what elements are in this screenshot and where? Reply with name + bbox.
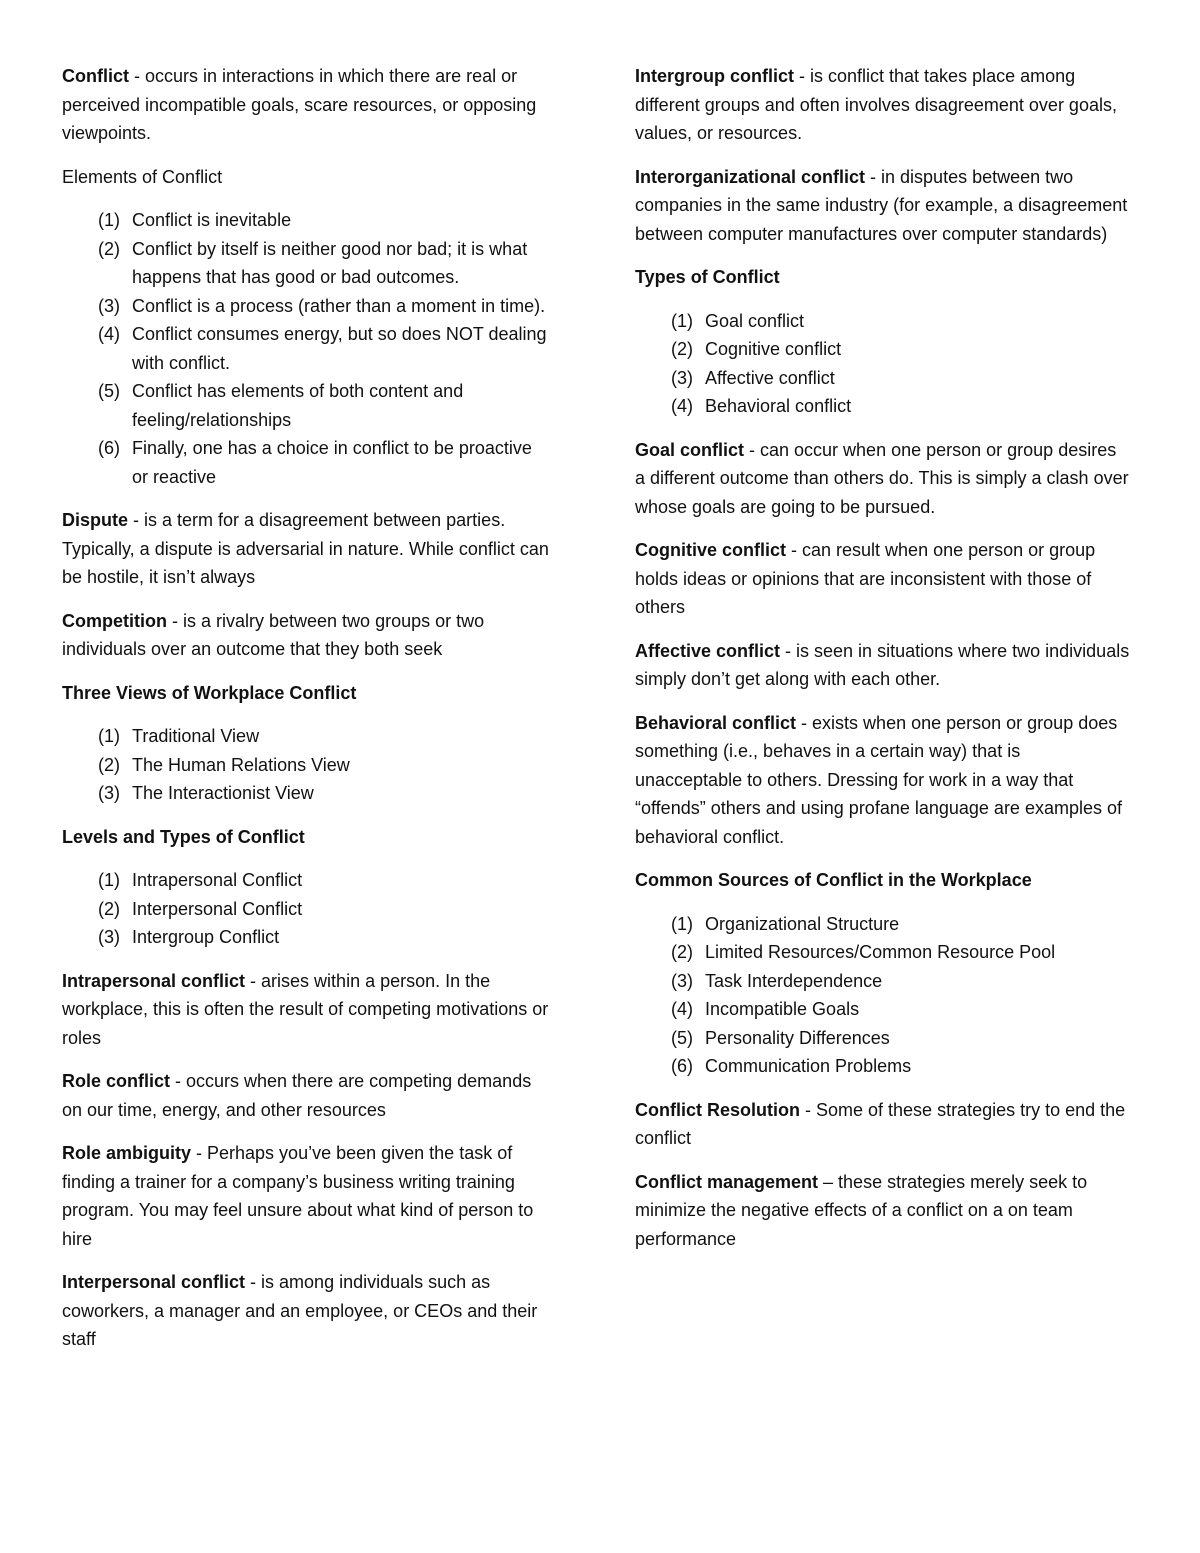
definition-role-conflict — [62, 1067, 552, 1124]
definition-text: - exists when one person or group does something (i.e., behaves in a certain way) that is unacceptable to others. Dressing for work in a way that “offends” others and using profane language are examples of behavioral conflict. — [635, 712, 1122, 847]
list-item: (6) Communication Problems — [671, 1056, 912, 1076]
definition-text: - in disputes between two companies in the same industry (for example, a disagreement between computer manufactures over computer standards) — [635, 166, 1128, 244]
list-item: (3) Task Interdependence — [671, 970, 883, 991]
definition-goal — [635, 436, 1130, 522]
views-heading: Three Views of Workplace Conflict — [62, 682, 357, 703]
list-item: (5) Personality Differences — [671, 1027, 890, 1048]
elements-heading: Elements of Conflict — [62, 166, 223, 187]
definition-text: - Some of these strategies try to end the conflict — [635, 1099, 1126, 1148]
list-item: (3) Conflict is a process (rather than a moment in time). — [98, 295, 546, 316]
list-item: (2) Interpersonal Conflict — [98, 898, 303, 919]
definition-text: - arises within a person. In the workplace, this is often the result of competing motivations or roles — [62, 970, 549, 1048]
definition-text: - is seen in situations where two individuals simply don’t get along with each other. — [635, 640, 1130, 689]
definition-text: - occurs when there are competing demands on our time, energy, and other resources — [62, 1071, 532, 1120]
term: Intergroup conflict — [635, 66, 794, 86]
list-item: (2) Cognitive conflict — [671, 339, 842, 359]
term: Dispute — [62, 510, 129, 530]
definition-text: - can occur when one person or group desires a different outcome than others do. This is simply a clash over whose goals are going to be pursued. — [635, 439, 1129, 517]
definition-competition — [62, 607, 552, 664]
sources-heading: Common Sources of Conflict in the Workplace — [635, 870, 1032, 890]
term: Affective conflict — [635, 640, 781, 661]
term: Interpersonal conflict — [62, 1272, 246, 1292]
definition-text: - is conflict that takes place among different groups and often involves disagreement over goals, values, or resources. — [635, 66, 1117, 143]
term: Goal conflict — [635, 439, 745, 460]
definition-intergroup — [635, 62, 1130, 148]
list-item: (1) Conflict is inevitable — [98, 210, 292, 230]
list-item: (1) Intrapersonal Conflict — [98, 870, 303, 890]
types-list — [635, 307, 1130, 421]
definition-affective — [635, 637, 1130, 694]
definition-conflict — [62, 62, 552, 148]
list-item: (1) Organizational Structure — [671, 913, 900, 934]
list-item: (4) Conflict consumes energy, but so does NOT dealing with conflict. — [98, 324, 547, 373]
levels-list — [62, 866, 552, 952]
list-item: (2) Limited Resources/Common Resource Pool — [671, 942, 1056, 962]
list-item: (2) Conflict by itself is neither good nor bad; it is what happens that has good or bad outcomes. — [98, 238, 528, 287]
definition-text: - is a rivalry between two groups or two individuals over an outcome that they both seek — [62, 610, 485, 659]
list-item: (4) Behavioral conflict — [671, 396, 852, 416]
list-item: (3) Intergroup Conflict — [98, 927, 280, 947]
term: Conflict management — [635, 1171, 819, 1192]
definition-behavioral — [635, 709, 1130, 852]
definition-dispute — [62, 506, 552, 592]
list-item: (1) Traditional View — [98, 726, 260, 746]
definition-cognitive — [635, 536, 1130, 622]
definition-conflict-resolution — [635, 1096, 1130, 1153]
term: Role conflict — [62, 1071, 171, 1091]
definition-text: - can result when one person or group holds ideas or opinions that are inconsistent with those of others — [635, 540, 1096, 617]
definition-interpersonal — [62, 1268, 552, 1354]
list-item: (6) Finally, one has a choice in conflict to be proactive or reactive — [98, 438, 532, 487]
definition-text: – these strategies merely seek to minimize the negative effects of a conflict on a on team performance — [635, 1171, 1088, 1249]
list-item: (2) The Human Relations View — [98, 754, 350, 775]
term: Conflict Resolution — [635, 1099, 800, 1120]
levels-heading: Levels and Types of Conflict — [62, 826, 305, 847]
definition-text: - Perhaps you’ve been given the task of finding a trainer for a company’s business writing training program. You may feel unsure about what kind of person to hire — [62, 1143, 534, 1249]
right-column — [635, 62, 1130, 1268]
definition-text: - occurs in interactions in which there are real or perceived incompatible goals, scare resources, or opposing viewpoints. — [62, 66, 537, 143]
list-item: (3) Affective conflict — [671, 367, 835, 388]
definition-text: - is among individuals such as coworkers, a manager and an employee, or CEOs and their staff — [62, 1272, 538, 1349]
term: Interorganizational conflict — [635, 166, 866, 187]
list-item: (4) Incompatible Goals — [671, 999, 860, 1019]
list-item: (1) Goal conflict — [671, 310, 805, 331]
term: Competition — [62, 610, 167, 631]
sources-list — [635, 910, 1130, 1081]
left-column — [62, 62, 552, 1369]
types-heading: Types of Conflict — [635, 267, 780, 287]
term: Intrapersonal conflict — [62, 970, 246, 991]
term: Behavioral conflict — [635, 712, 797, 733]
term: Conflict — [62, 66, 129, 86]
definition-intrapersonal — [62, 967, 552, 1053]
term: Role ambiguity — [62, 1143, 192, 1163]
views-list — [62, 722, 552, 808]
list-item: (5) Conflict has elements of both content and feeling/relationships — [98, 381, 464, 430]
definition-text: - is a term for a disagreement between parties. Typically, a dispute is adversarial in nature. While conflict can be hostile, it isn’t always — [62, 510, 549, 587]
elements-list — [62, 206, 552, 491]
definition-role-ambiguity — [62, 1139, 552, 1253]
list-item: (3) The Interactionist View — [98, 783, 314, 803]
term: Cognitive conflict — [635, 540, 787, 560]
definition-interorganizational — [635, 163, 1130, 249]
definition-conflict-management — [635, 1168, 1130, 1254]
